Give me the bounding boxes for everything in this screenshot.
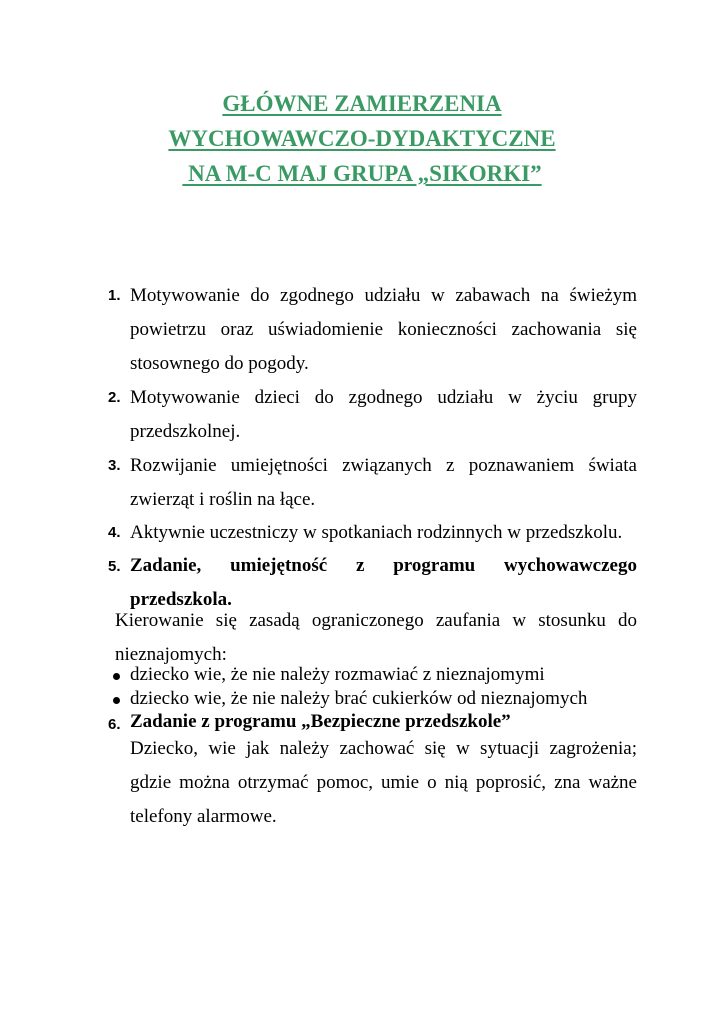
bullet-text: dziecko wie, że nie należy brać cukierków od nieznajomych <box>130 688 588 709</box>
item-heading: Zadanie, umiejętność z programu wychowawczego przedszkola. <box>130 555 637 610</box>
item-number: 6. <box>108 716 121 733</box>
item-number: 1. <box>108 287 121 304</box>
item-number: 4. <box>108 524 121 541</box>
title-line-1: GŁÓWNE ZAMIERZENIA <box>222 91 502 116</box>
item-text: Rozwijanie umiejętności związanych z poznawaniem świata zwierząt i roślin na łące. <box>130 455 637 510</box>
item-heading: Zadanie z programu „Bezpieczne przedszkole” <box>130 711 511 732</box>
document-title <box>0 86 724 191</box>
bullet-icon <box>113 697 120 704</box>
item-number: 5. <box>108 558 121 575</box>
bullet-text: dziecko wie, że nie należy rozmawiać z nieznajomymi <box>130 664 545 685</box>
item-text: Motywowanie dzieci do zgodnego udziału w życiu grupy przedszkolnej. <box>130 387 637 442</box>
item-text: Aktywnie uczestniczy w spotkaniach rodzinnych w przedszkolu. <box>130 522 623 543</box>
title-line-3: NA M-C MAJ GRUPA „SIKORKI” <box>182 161 542 186</box>
title-line-2: WYCHOWAWCZO-DYDAKTYCZNE <box>168 126 556 151</box>
item-number: 3. <box>108 457 121 474</box>
item-number: 2. <box>108 389 121 406</box>
bullet-icon <box>113 673 120 680</box>
item-text: Motywowanie do zgodnego udziału w zabawach na świeżym powietrzu oraz uświadomienie konieczności zachowania się stosownego do pogody. <box>130 285 637 374</box>
item-body: Dziecko, wie jak należy zachować się w sytuacji zagrożenia; gdzie można otrzymać pomoc, umie o nią poprosić, zna ważne telefony alarmowe. <box>130 738 637 827</box>
item-body: Kierowanie się zasadą ograniczonego zaufania w stosunku do nieznajomych: <box>115 610 637 665</box>
